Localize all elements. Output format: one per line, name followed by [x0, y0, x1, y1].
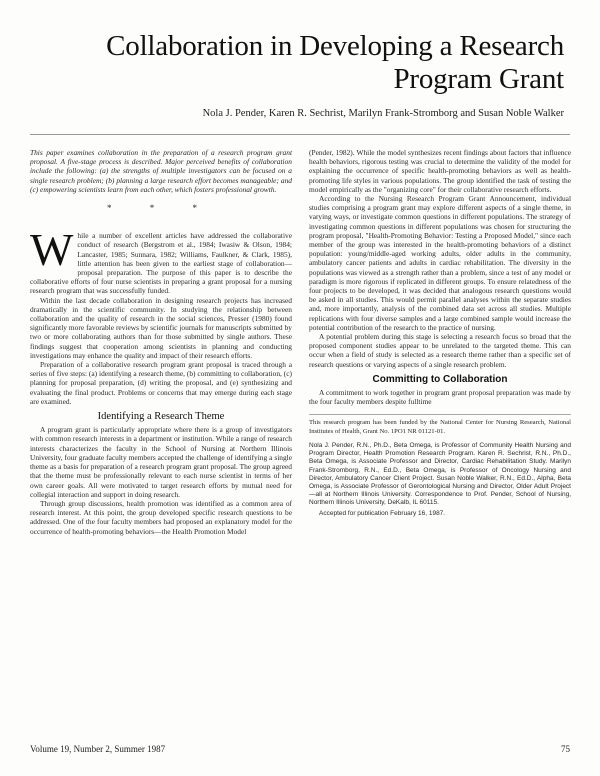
section-heading-research-theme: Identifying a Research Theme: [97, 411, 225, 423]
drop-cap: W: [30, 224, 74, 276]
theme-paragraph-2: Through group discussions, health promotion was identified as a common area of research interest. At this point, the group developed specific research questions to be addressed. One of the four faculty members had proposed an explanatory model for the occurrence of health-promoting behaviors—the Health Promotion Model: [30, 498, 292, 536]
journal-volume: Volume 19, Number 2, Summer 1987: [30, 744, 166, 754]
abstract: This paper examines collaboration in the preparation of a research program grant proposal. A five-stage process is described. Major perceived benefits of collaboration include the following: (a) the strengths of multiple investigators can be focused on a single research problem; (b) planning a large research effort becomes manageable; and (c) empowering scientists learn from each other, which fosters professional growth.: [30, 148, 292, 194]
right-paragraph-2: According to the Nursing Research Program Grant Announcement, individual studies comprising a program grant may explore different aspects of a single theme, in varying ways, or investigate common questions in different populations. The strategy of investigating common questions in different populations was chosen for structuring the program proposal, "Health-Promoting Behavior: Testing a Proposed Model," since each member of the group was interested in the health-promoting behaviors of a distinct population: young/middle-aged working adults, older adults in the community, ambulatory cancer patients and adults in cardiac rehabilitation. The diversity in the populations was viewed as a strength rather than a problem, since a test of any model or paradigm is more rigorous if replicated in different groups. To ensure relatedness of the four projects to be developed, it was decided that analogous research questions would be asked in all studies. This would permit parallel analyses within the separate studies and, more importantly, analysis of the combined data set across all studies. Multiple replications with four diverse samples and a large combined sample would increase the potential contribution of the research to the practice of nursing.: [309, 194, 571, 332]
funding-footnote: This research program has been funded by the National Center for Nursing Research, National Institutes of Health, Grant No. 1PO1 NR 01121-01.: [309, 419, 571, 435]
right-paragraph-1: (Pender, 1982). While the model synthesizes recent findings about factors that influence health behaviors, rigorous testing was crucial to determine the validity of the model for explaining the occurrence of specific health-promoting behaviors as well as health-promoting life styles in various populations. The group identified the task of testing the model empirically as the "organizing core" for their collaborative research efforts.: [309, 148, 571, 194]
header-divider: [30, 134, 570, 135]
article-title: Collaboration in Developing a Research Program Grant: [106, 30, 564, 95]
intro-paragraph-1-text: hile a number of excellent articles have addressed the collaborative conduct of research (Bergstrom et al., 1984; Iwasiw & Olson, 1984; Lancaster, 1985; Sunnara, 1982; Williams, Faulkner, & Clark, 1985), little attention has been given to the earliest stage of collaboration—proposal preparation. The purpose of this paper is to describe the collaborative efforts of four nurse scientists in preparing a grant proposal for a nursing research program that was successfully funded.: [30, 231, 292, 296]
intro-paragraph-1: [30, 224, 292, 296]
left-column: [30, 148, 292, 536]
author-bio: Nola J. Pender, R.N., Ph.D., Beta Omega, is Professor of Community Health Nursing and Program Director, Health Promotion Research Program. Karen R. Sechrist, R.N., Ph.D., Beta Omega, is Associate Professor and Director, Cardiac Rehabilitation Study. Marilyn Frank-Stromborg, R.N., Ed.D., Beta Omega, is Professor of Oncology Nursing and Director, Ambulatory Cancer Client Project. Susan Noble Walker, R.N., Ed.D., Alpha, Beta Omega, is Associate Professor of Gerontological Nursing and Director, Older Adult Project—all at Northern Illinois University. Correspondence to Prof. Pender, School of Nursing, Northern Illinois University, DeKalb, IL 60115.: [309, 441, 571, 507]
collaboration-paragraph-1: A commitment to work together in program grant proposal preparation was made by the four faculty members despite fulltime: [309, 388, 571, 407]
theme-paragraph-1: A program grant is particularly appropriate where there is a group of investigators with common research interests in a department or institution. While a range of research interests characterizes the faculty in the School of Nursing at Northern Illinois University, four graduate faculty members accepted the challenge of identifying a single theme as a basis for preparation of a research program grant proposal. The group agreed that the theme must be professionally relevant to each nurse scientist in terms of her own career goals. All were motivated to target research efforts by mutual need for collegial interaction and support in doing research.: [30, 425, 292, 499]
right-paragraph-3: A potential problem during this stage is selecting a research focus so broad that the proposed component studies appear to be unrelated to the targeted theme. This can occur when a field of study is selected as a research theme rather than a specific set of research questions or varying aspects of a single research problem.: [309, 332, 571, 369]
section-separator: * * *: [107, 203, 215, 214]
page-number: 75: [561, 744, 570, 754]
section-heading-collaboration: Committing to Collaboration: [372, 373, 508, 385]
accepted-date: Accepted for publication February 16, 1987.: [319, 509, 446, 517]
intro-paragraph-3: Preparation of a collaborative research program grant proposal is traced through a series of five steps: (a) identifying a research theme, (b) committing to collaboration, (c) planning for proposal preparation, (d) writing the proposal, and (e) synthesizing and evaluating the final product. Problems or concerns that may emerge during each stage are examined.: [30, 360, 292, 406]
intro-paragraph-2: Within the last decade collaboration in designing research projects has increased dramatically in the scientific community. In studying the relationship between collaboration and the quality of research in the social sciences, Presser (1980) found significantly more favorable reviews by scientific journals for manuscripts submitted by two or more collaborating authors than for those submitted by single authors. These findings suggest that cooperation among scientists in planning and conducting investigations may enhance the quality and impact of their research efforts.: [30, 295, 292, 360]
right-column: [309, 148, 571, 518]
article-authors: Nola J. Pender, Karen R. Sechrist, Marilyn Frank-Stromborg and Susan Noble Walker: [202, 108, 564, 119]
footnotes: [309, 414, 571, 517]
